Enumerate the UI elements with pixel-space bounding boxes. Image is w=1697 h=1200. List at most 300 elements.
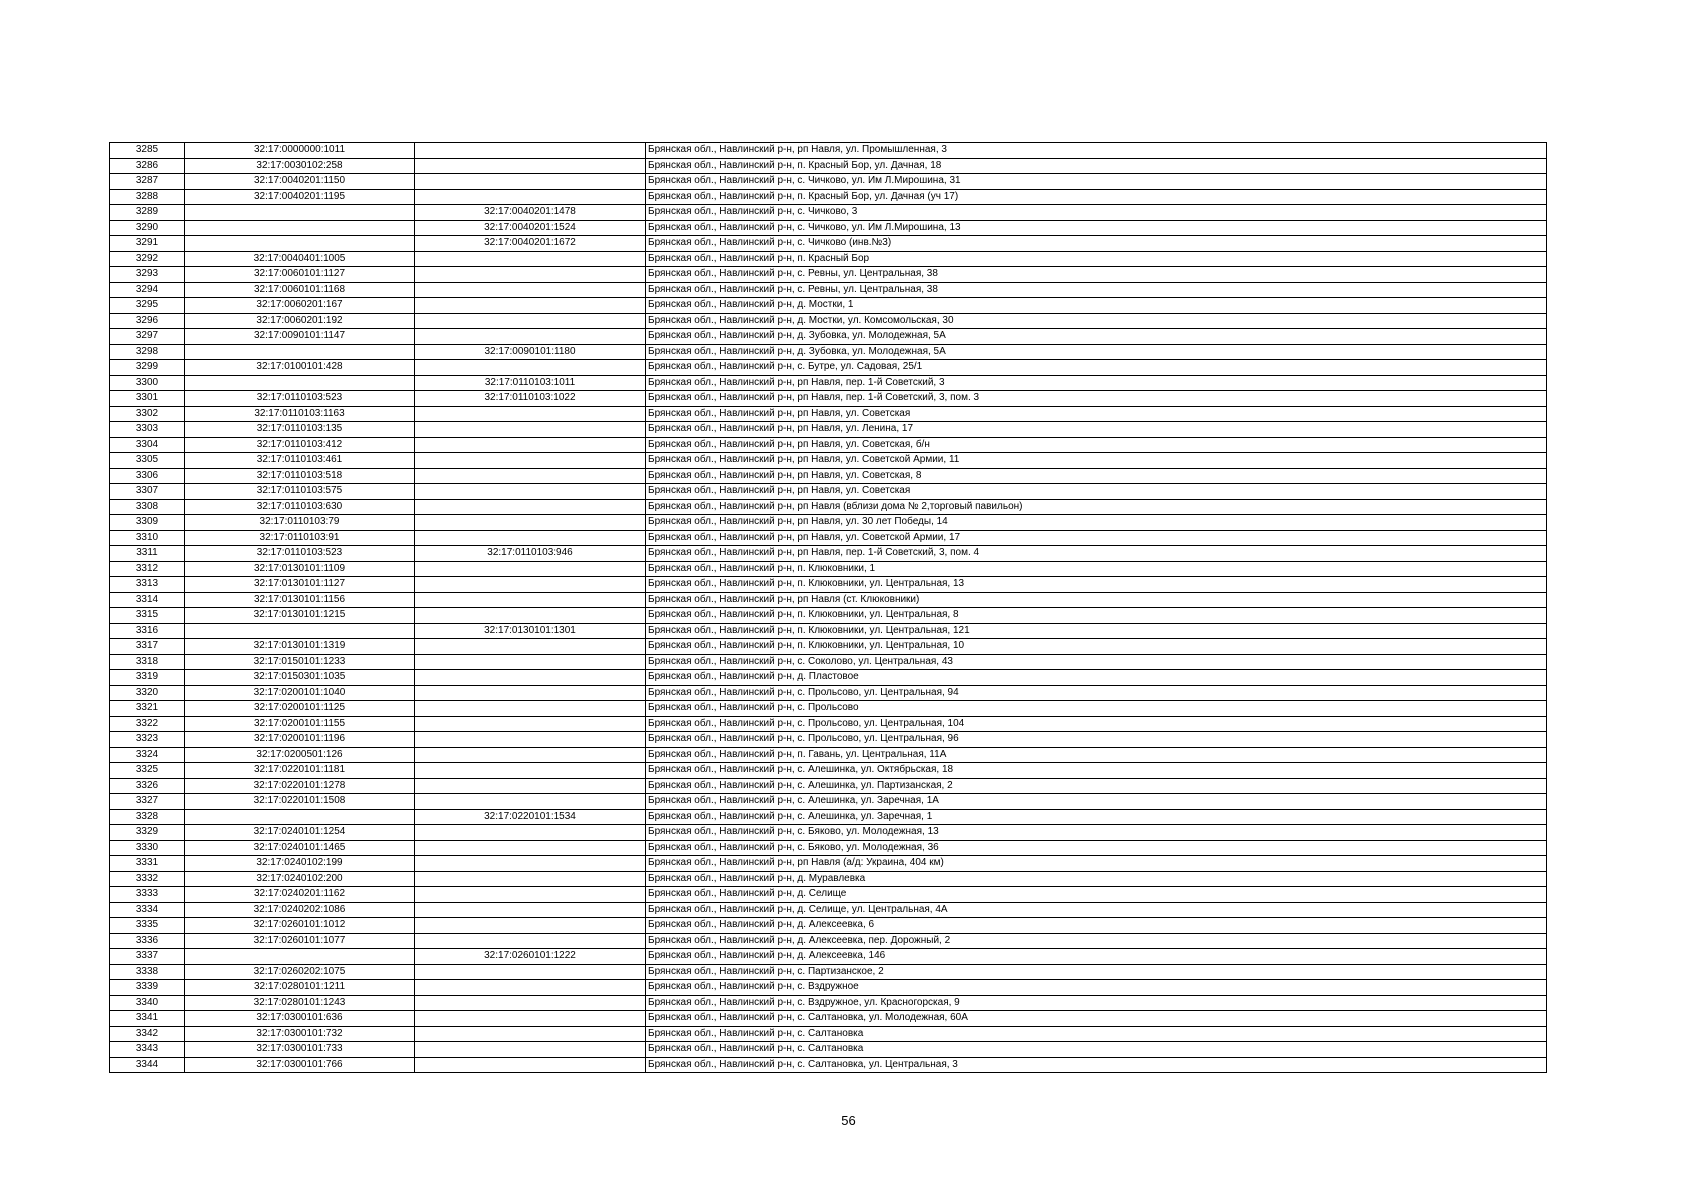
table-row	[110, 701, 1547, 717]
table-row	[110, 608, 1547, 624]
row-number-cell: 3295	[110, 298, 185, 314]
cadastral-number-cell: 32:17:0240101:1465	[185, 840, 415, 856]
address-cell: Брянская обл., Навлинский р-н, д. Муравлевка	[646, 871, 1547, 887]
address-cell: Брянская обл., Навлинский р-н, рп Навля (а/д: Украина, 404 км)	[646, 856, 1547, 872]
table-row	[110, 1042, 1547, 1058]
related-cadastral-number-cell: 32:17:0040201:1524	[415, 220, 646, 236]
table-row	[110, 220, 1547, 236]
related-cadastral-number-cell	[415, 453, 646, 469]
address-cell: Брянская обл., Навлинский р-н, рп Навля, ул. Советской Армии, 17	[646, 530, 1547, 546]
table-row	[110, 577, 1547, 593]
cadastral-number-cell: 32:17:0110103:630	[185, 499, 415, 515]
table-row	[110, 778, 1547, 794]
related-cadastral-number-cell: 32:17:0090101:1180	[415, 344, 646, 360]
row-number-cell: 3344	[110, 1057, 185, 1073]
related-cadastral-number-cell	[415, 189, 646, 205]
address-cell: Брянская обл., Навлинский р-н, п. Клюковники, ул. Центральная, 121	[646, 623, 1547, 639]
related-cadastral-number-cell: 32:17:0130101:1301	[415, 623, 646, 639]
table-row	[110, 1011, 1547, 1027]
related-cadastral-number-cell	[415, 608, 646, 624]
row-number-cell: 3286	[110, 158, 185, 174]
related-cadastral-number-cell	[415, 887, 646, 903]
cadastral-number-cell	[185, 949, 415, 965]
table-row	[110, 685, 1547, 701]
cadastral-number-cell	[185, 344, 415, 360]
related-cadastral-number-cell	[415, 1011, 646, 1027]
address-cell: Брянская обл., Навлинский р-н, рп Навля, ул. Советская	[646, 406, 1547, 422]
row-number-cell: 3341	[110, 1011, 185, 1027]
address-cell: Брянская обл., Навлинский р-н, рп Навля, пер. 1-й Советский, 3	[646, 375, 1547, 391]
cadastral-number-cell: 32:17:0200101:1155	[185, 716, 415, 732]
address-cell: Брянская обл., Навлинский р-н, с. Ревны, ул. Центральная, 38	[646, 267, 1547, 283]
table-row	[110, 406, 1547, 422]
address-cell: Брянская обл., Навлинский р-н, с. Бяково, ул. Молодежная, 36	[646, 840, 1547, 856]
address-cell: Брянская обл., Навлинский р-н, рп Навля (ст. Клюковники)	[646, 592, 1547, 608]
table-row	[110, 282, 1547, 298]
cadastral-number-cell: 32:17:0040201:1195	[185, 189, 415, 205]
address-cell: Брянская обл., Навлинский р-н, с. Алешинка, ул. Заречная, 1	[646, 809, 1547, 825]
related-cadastral-number-cell	[415, 763, 646, 779]
table-row	[110, 1057, 1547, 1073]
row-number-cell: 3314	[110, 592, 185, 608]
table-row	[110, 344, 1547, 360]
table-row	[110, 871, 1547, 887]
table-row	[110, 949, 1547, 965]
table-row	[110, 205, 1547, 221]
row-number-cell: 3290	[110, 220, 185, 236]
cadastral-number-cell: 32:17:0240202:1086	[185, 902, 415, 918]
row-number-cell: 3311	[110, 546, 185, 562]
cadastral-number-cell: 32:17:0130101:1215	[185, 608, 415, 624]
table-row	[110, 530, 1547, 546]
row-number-cell: 3288	[110, 189, 185, 205]
related-cadastral-number-cell	[415, 313, 646, 329]
table-row	[110, 995, 1547, 1011]
cadastral-number-cell: 32:17:0110103:518	[185, 468, 415, 484]
table-row	[110, 980, 1547, 996]
row-number-cell: 3338	[110, 964, 185, 980]
related-cadastral-number-cell	[415, 840, 646, 856]
table-row	[110, 918, 1547, 934]
related-cadastral-number-cell: 32:17:0040201:1672	[415, 236, 646, 252]
row-number-cell: 3321	[110, 701, 185, 717]
address-cell: Брянская обл., Навлинский р-н, п. Клюковники, 1	[646, 561, 1547, 577]
table-row	[110, 360, 1547, 376]
address-cell: Брянская обл., Навлинский р-н, рп Навля (вблизи дома № 2,торговый павильон)	[646, 499, 1547, 515]
cadastral-table	[109, 142, 1547, 1073]
cadastral-number-cell: 32:17:0130101:1156	[185, 592, 415, 608]
page-number: 56	[841, 1113, 856, 1128]
related-cadastral-number-cell	[415, 484, 646, 500]
table-row	[110, 887, 1547, 903]
related-cadastral-number-cell	[415, 267, 646, 283]
row-number-cell: 3331	[110, 856, 185, 872]
related-cadastral-number-cell	[415, 577, 646, 593]
related-cadastral-number-cell	[415, 468, 646, 484]
table-row	[110, 809, 1547, 825]
address-cell: Брянская обл., Навлинский р-н, рп Навля, ул. Ленина, 17	[646, 422, 1547, 438]
table-row	[110, 716, 1547, 732]
table-row	[110, 267, 1547, 283]
cadastral-number-cell: 32:17:0110103:135	[185, 422, 415, 438]
related-cadastral-number-cell	[415, 716, 646, 732]
table-row	[110, 391, 1547, 407]
cadastral-number-cell: 32:17:0110103:575	[185, 484, 415, 500]
related-cadastral-number-cell	[415, 437, 646, 453]
address-cell: Брянская обл., Навлинский р-н, с. Бутре, ул. Садовая, 25/1	[646, 360, 1547, 376]
related-cadastral-number-cell	[415, 515, 646, 531]
address-cell: Брянская обл., Навлинский р-н, п. Красный Бор	[646, 251, 1547, 267]
cadastral-number-cell: 32:17:0240102:199	[185, 856, 415, 872]
address-cell: Брянская обл., Навлинский р-н, с. Вздружное, ул. Красногорская, 9	[646, 995, 1547, 1011]
row-number-cell: 3287	[110, 174, 185, 190]
address-cell: Брянская обл., Навлинский р-н, рп Навля, пер. 1-й Советский, 3, пом. 3	[646, 391, 1547, 407]
address-cell: Брянская обл., Навлинский р-н, с. Прольсово, ул. Центральная, 96	[646, 732, 1547, 748]
row-number-cell: 3334	[110, 902, 185, 918]
row-number-cell: 3306	[110, 468, 185, 484]
related-cadastral-number-cell: 32:17:0110103:1011	[415, 375, 646, 391]
cadastral-number-cell: 32:17:0130101:1127	[185, 577, 415, 593]
row-number-cell: 3326	[110, 778, 185, 794]
address-cell: Брянская обл., Навлинский р-н, с. Салтановка, ул. Молодежная, 60А	[646, 1011, 1547, 1027]
row-number-cell: 3340	[110, 995, 185, 1011]
cadastral-number-cell: 32:17:0100101:428	[185, 360, 415, 376]
cadastral-number-cell: 32:17:0240102:200	[185, 871, 415, 887]
row-number-cell: 3324	[110, 747, 185, 763]
related-cadastral-number-cell	[415, 794, 646, 810]
cadastral-number-cell: 32:17:0260101:1012	[185, 918, 415, 934]
related-cadastral-number-cell	[415, 592, 646, 608]
address-cell: Брянская обл., Навлинский р-н, с. Салтановка	[646, 1026, 1547, 1042]
table-row	[110, 329, 1547, 345]
cadastral-number-cell: 32:17:0220101:1278	[185, 778, 415, 794]
address-cell: Брянская обл., Навлинский р-н, с. Чичково (инв.№3)	[646, 236, 1547, 252]
row-number-cell: 3309	[110, 515, 185, 531]
address-cell: Брянская обл., Навлинский р-н, д. Зубовка, ул. Молодежная, 5А	[646, 329, 1547, 345]
related-cadastral-number-cell	[415, 964, 646, 980]
address-cell: Брянская обл., Навлинский р-н, с. Соколово, ул. Центральная, 43	[646, 654, 1547, 670]
row-number-cell: 3312	[110, 561, 185, 577]
cadastral-number-cell: 32:17:0200101:1196	[185, 732, 415, 748]
related-cadastral-number-cell	[415, 670, 646, 686]
row-number-cell: 3298	[110, 344, 185, 360]
row-number-cell: 3330	[110, 840, 185, 856]
related-cadastral-number-cell	[415, 406, 646, 422]
row-number-cell: 3301	[110, 391, 185, 407]
row-number-cell: 3289	[110, 205, 185, 221]
related-cadastral-number-cell	[415, 251, 646, 267]
table-row	[110, 422, 1547, 438]
row-number-cell: 3320	[110, 685, 185, 701]
cadastral-number-cell	[185, 375, 415, 391]
row-number-cell: 3307	[110, 484, 185, 500]
table-row	[110, 794, 1547, 810]
table-row	[110, 375, 1547, 391]
cadastral-number-cell: 32:17:0150301:1035	[185, 670, 415, 686]
cadastral-number-cell: 32:17:0040401:1005	[185, 251, 415, 267]
cadastral-number-cell: 32:17:0110103:461	[185, 453, 415, 469]
cadastral-number-cell: 32:17:0300101:732	[185, 1026, 415, 1042]
related-cadastral-number-cell	[415, 980, 646, 996]
cadastral-number-cell: 32:17:0000000:1011	[185, 143, 415, 159]
related-cadastral-number-cell	[415, 918, 646, 934]
row-number-cell: 3315	[110, 608, 185, 624]
row-number-cell: 3337	[110, 949, 185, 965]
row-number-cell: 3291	[110, 236, 185, 252]
cadastral-number-cell: 32:17:0110103:523	[185, 391, 415, 407]
table-row	[110, 174, 1547, 190]
address-cell: Брянская обл., Навлинский р-н, с. Салтановка	[646, 1042, 1547, 1058]
address-cell: Брянская обл., Навлинский р-н, д. Зубовка, ул. Молодежная, 5А	[646, 344, 1547, 360]
cadastral-number-cell	[185, 809, 415, 825]
address-cell: Брянская обл., Навлинский р-н, с. Алешинка, ул. Октябрьская, 18	[646, 763, 1547, 779]
cadastral-number-cell: 32:17:0130101:1319	[185, 639, 415, 655]
related-cadastral-number-cell: 32:17:0220101:1534	[415, 809, 646, 825]
related-cadastral-number-cell	[415, 1057, 646, 1073]
related-cadastral-number-cell	[415, 329, 646, 345]
cadastral-number-cell: 32:17:0110103:1163	[185, 406, 415, 422]
related-cadastral-number-cell	[415, 174, 646, 190]
table-row	[110, 453, 1547, 469]
row-number-cell: 3296	[110, 313, 185, 329]
address-cell: Брянская обл., Навлинский р-н, рп Навля, ул. Советская, б/н	[646, 437, 1547, 453]
table-row	[110, 499, 1547, 515]
cadastral-number-cell: 32:17:0300101:766	[185, 1057, 415, 1073]
row-number-cell: 3308	[110, 499, 185, 515]
address-cell: Брянская обл., Навлинский р-н, с. Прольсово, ул. Центральная, 104	[646, 716, 1547, 732]
address-cell: Брянская обл., Навлинский р-н, с. Бяково, ул. Молодежная, 13	[646, 825, 1547, 841]
table-row	[110, 251, 1547, 267]
cadastral-number-cell: 32:17:0060101:1168	[185, 282, 415, 298]
cadastral-number-cell: 32:17:0060101:1127	[185, 267, 415, 283]
address-cell: Брянская обл., Навлинский р-н, с. Салтановка, ул. Центральная, 3	[646, 1057, 1547, 1073]
table-row	[110, 189, 1547, 205]
table-row	[110, 298, 1547, 314]
address-cell: Брянская обл., Навлинский р-н, п. Клюковники, ул. Центральная, 10	[646, 639, 1547, 655]
cadastral-number-cell: 32:17:0110103:412	[185, 437, 415, 453]
cadastral-number-cell: 32:17:0220101:1181	[185, 763, 415, 779]
address-cell: Брянская обл., Навлинский р-н, п. Клюковники, ул. Центральная, 8	[646, 608, 1547, 624]
related-cadastral-number-cell: 32:17:0040201:1478	[415, 205, 646, 221]
address-cell: Брянская обл., Навлинский р-н, с. Прольсово, ул. Центральная, 94	[646, 685, 1547, 701]
address-cell: Брянская обл., Навлинский р-н, д. Алексеевка, пер. Дорожный, 2	[646, 933, 1547, 949]
related-cadastral-number-cell	[415, 561, 646, 577]
table-row	[110, 933, 1547, 949]
address-cell: Брянская обл., Навлинский р-н, д. Селище	[646, 887, 1547, 903]
cadastral-number-cell: 32:17:0280101:1211	[185, 980, 415, 996]
cadastral-number-cell	[185, 220, 415, 236]
row-number-cell: 3300	[110, 375, 185, 391]
row-number-cell: 3304	[110, 437, 185, 453]
table-row	[110, 840, 1547, 856]
related-cadastral-number-cell	[415, 933, 646, 949]
row-number-cell: 3310	[110, 530, 185, 546]
cadastral-number-cell	[185, 236, 415, 252]
related-cadastral-number-cell	[415, 530, 646, 546]
cadastral-number-cell: 32:17:0040201:1150	[185, 174, 415, 190]
table-row	[110, 158, 1547, 174]
table-row	[110, 437, 1547, 453]
address-cell: Брянская обл., Навлинский р-н, п. Клюковники, ул. Центральная, 13	[646, 577, 1547, 593]
table-row	[110, 546, 1547, 562]
related-cadastral-number-cell	[415, 639, 646, 655]
table-row	[110, 747, 1547, 763]
row-number-cell: 3339	[110, 980, 185, 996]
row-number-cell: 3292	[110, 251, 185, 267]
cadastral-number-cell	[185, 623, 415, 639]
related-cadastral-number-cell: 32:17:0260101:1222	[415, 949, 646, 965]
row-number-cell: 3313	[110, 577, 185, 593]
row-number-cell: 3317	[110, 639, 185, 655]
table-body	[110, 143, 1547, 1073]
row-number-cell: 3328	[110, 809, 185, 825]
row-number-cell: 3343	[110, 1042, 185, 1058]
table-row	[110, 236, 1547, 252]
address-cell: Брянская обл., Навлинский р-н, с. Алешинка, ул. Заречная, 1А	[646, 794, 1547, 810]
address-cell: Брянская обл., Навлинский р-н, с. Чичково, 3	[646, 205, 1547, 221]
related-cadastral-number-cell	[415, 1042, 646, 1058]
cadastral-number-cell: 32:17:0060201:167	[185, 298, 415, 314]
address-cell: Брянская обл., Навлинский р-н, с. Прольсово	[646, 701, 1547, 717]
table-row	[110, 964, 1547, 980]
related-cadastral-number-cell	[415, 732, 646, 748]
related-cadastral-number-cell	[415, 298, 646, 314]
cadastral-number-cell: 32:17:0110103:79	[185, 515, 415, 531]
address-cell: Брянская обл., Навлинский р-н, рп Навля, ул. Советской Армии, 11	[646, 453, 1547, 469]
address-cell: Брянская обл., Навлинский р-н, рп Навля, ул. 30 лет Победы, 14	[646, 515, 1547, 531]
row-number-cell: 3342	[110, 1026, 185, 1042]
row-number-cell: 3297	[110, 329, 185, 345]
address-cell: Брянская обл., Навлинский р-н, д. Алексеевка, 6	[646, 918, 1547, 934]
related-cadastral-number-cell	[415, 701, 646, 717]
table-row	[110, 561, 1547, 577]
address-cell: Брянская обл., Навлинский р-н, рп Навля, ул. Советская	[646, 484, 1547, 500]
table-row	[110, 623, 1547, 639]
address-cell: Брянская обл., Навлинский р-н, д. Алексеевка, 146	[646, 949, 1547, 965]
related-cadastral-number-cell	[415, 360, 646, 376]
related-cadastral-number-cell	[415, 871, 646, 887]
cadastral-number-cell: 32:17:0200101:1125	[185, 701, 415, 717]
related-cadastral-number-cell	[415, 499, 646, 515]
table-row	[110, 902, 1547, 918]
cadastral-number-cell: 32:17:0090101:1147	[185, 329, 415, 345]
related-cadastral-number-cell	[415, 778, 646, 794]
table-row	[110, 143, 1547, 159]
table-row	[110, 313, 1547, 329]
address-cell: Брянская обл., Навлинский р-н, рп Навля, ул. Советская, 8	[646, 468, 1547, 484]
cadastral-number-cell: 32:17:0110103:523	[185, 546, 415, 562]
row-number-cell: 3305	[110, 453, 185, 469]
row-number-cell: 3332	[110, 871, 185, 887]
address-cell: Брянская обл., Навлинский р-н, с. Чичково, ул. Им Л.Мирошина, 13	[646, 220, 1547, 236]
cadastral-number-cell: 32:17:0240101:1254	[185, 825, 415, 841]
address-cell: Брянская обл., Навлинский р-н, д. Мостки, ул. Комсомольская, 30	[646, 313, 1547, 329]
row-number-cell: 3316	[110, 623, 185, 639]
cadastral-number-cell	[185, 205, 415, 221]
cadastral-number-cell: 32:17:0200501:126	[185, 747, 415, 763]
row-number-cell: 3318	[110, 654, 185, 670]
related-cadastral-number-cell	[415, 825, 646, 841]
table-row	[110, 639, 1547, 655]
related-cadastral-number-cell	[415, 902, 646, 918]
related-cadastral-number-cell	[415, 685, 646, 701]
related-cadastral-number-cell	[415, 654, 646, 670]
address-cell: Брянская обл., Навлинский р-н, д. Пластовое	[646, 670, 1547, 686]
cadastral-number-cell: 32:17:0300101:733	[185, 1042, 415, 1058]
address-cell: Брянская обл., Навлинский р-н, с. Вздружное	[646, 980, 1547, 996]
table-row	[110, 670, 1547, 686]
related-cadastral-number-cell: 32:17:0110103:1022	[415, 391, 646, 407]
related-cadastral-number-cell	[415, 995, 646, 1011]
table-row	[110, 592, 1547, 608]
cadastral-number-cell: 32:17:0200101:1040	[185, 685, 415, 701]
cadastral-number-cell: 32:17:0150101:1233	[185, 654, 415, 670]
cadastral-number-cell: 32:17:0240201:1162	[185, 887, 415, 903]
row-number-cell: 3327	[110, 794, 185, 810]
cadastral-number-cell: 32:17:0260202:1075	[185, 964, 415, 980]
related-cadastral-number-cell: 32:17:0110103:946	[415, 546, 646, 562]
row-number-cell: 3293	[110, 267, 185, 283]
cadastral-number-cell: 32:17:0220101:1508	[185, 794, 415, 810]
row-number-cell: 3299	[110, 360, 185, 376]
table-row	[110, 468, 1547, 484]
row-number-cell: 3323	[110, 732, 185, 748]
row-number-cell: 3336	[110, 933, 185, 949]
address-cell: Брянская обл., Навлинский р-н, п. Красный Бор, ул. Дачная (уч 17)	[646, 189, 1547, 205]
address-cell: Брянская обл., Навлинский р-н, с. Алешинка, ул. Партизанская, 2	[646, 778, 1547, 794]
cadastral-number-cell: 32:17:0030102:258	[185, 158, 415, 174]
table-row	[110, 856, 1547, 872]
table-row	[110, 515, 1547, 531]
cadastral-number-cell: 32:17:0300101:636	[185, 1011, 415, 1027]
row-number-cell: 3319	[110, 670, 185, 686]
related-cadastral-number-cell	[415, 1026, 646, 1042]
cadastral-number-cell: 32:17:0130101:1109	[185, 561, 415, 577]
cadastral-number-cell: 32:17:0280101:1243	[185, 995, 415, 1011]
table-row	[110, 763, 1547, 779]
address-cell: Брянская обл., Навлинский р-н, д. Селище, ул. Центральная, 4А	[646, 902, 1547, 918]
related-cadastral-number-cell	[415, 282, 646, 298]
table-row	[110, 654, 1547, 670]
address-cell: Брянская обл., Навлинский р-н, рп Навля, пер. 1-й Советский, 3, пом. 4	[646, 546, 1547, 562]
cadastral-number-cell: 32:17:0260101:1077	[185, 933, 415, 949]
address-cell: Брянская обл., Навлинский р-н, п. Красный Бор, ул. Дачная, 18	[646, 158, 1547, 174]
table-row	[110, 1026, 1547, 1042]
related-cadastral-number-cell	[415, 158, 646, 174]
address-cell: Брянская обл., Навлинский р-н, с. Ревны, ул. Центральная, 38	[646, 282, 1547, 298]
related-cadastral-number-cell	[415, 143, 646, 159]
address-cell: Брянская обл., Навлинский р-н, с. Чичково, ул. Им Л.Мирошина, 31	[646, 174, 1547, 190]
related-cadastral-number-cell	[415, 856, 646, 872]
address-cell: Брянская обл., Навлинский р-н, д. Мостки, 1	[646, 298, 1547, 314]
row-number-cell: 3329	[110, 825, 185, 841]
cadastral-number-cell: 32:17:0060201:192	[185, 313, 415, 329]
row-number-cell: 3333	[110, 887, 185, 903]
table-row	[110, 825, 1547, 841]
related-cadastral-number-cell	[415, 747, 646, 763]
row-number-cell: 3302	[110, 406, 185, 422]
address-cell: Брянская обл., Навлинский р-н, с. Партизанское, 2	[646, 964, 1547, 980]
row-number-cell: 3335	[110, 918, 185, 934]
address-cell: Брянская обл., Навлинский р-н, п. Гавань, ул. Центральная, 11А	[646, 747, 1547, 763]
row-number-cell: 3285	[110, 143, 185, 159]
row-number-cell: 3325	[110, 763, 185, 779]
row-number-cell: 3294	[110, 282, 185, 298]
row-number-cell: 3303	[110, 422, 185, 438]
table-row	[110, 732, 1547, 748]
row-number-cell: 3322	[110, 716, 185, 732]
table-row	[110, 484, 1547, 500]
